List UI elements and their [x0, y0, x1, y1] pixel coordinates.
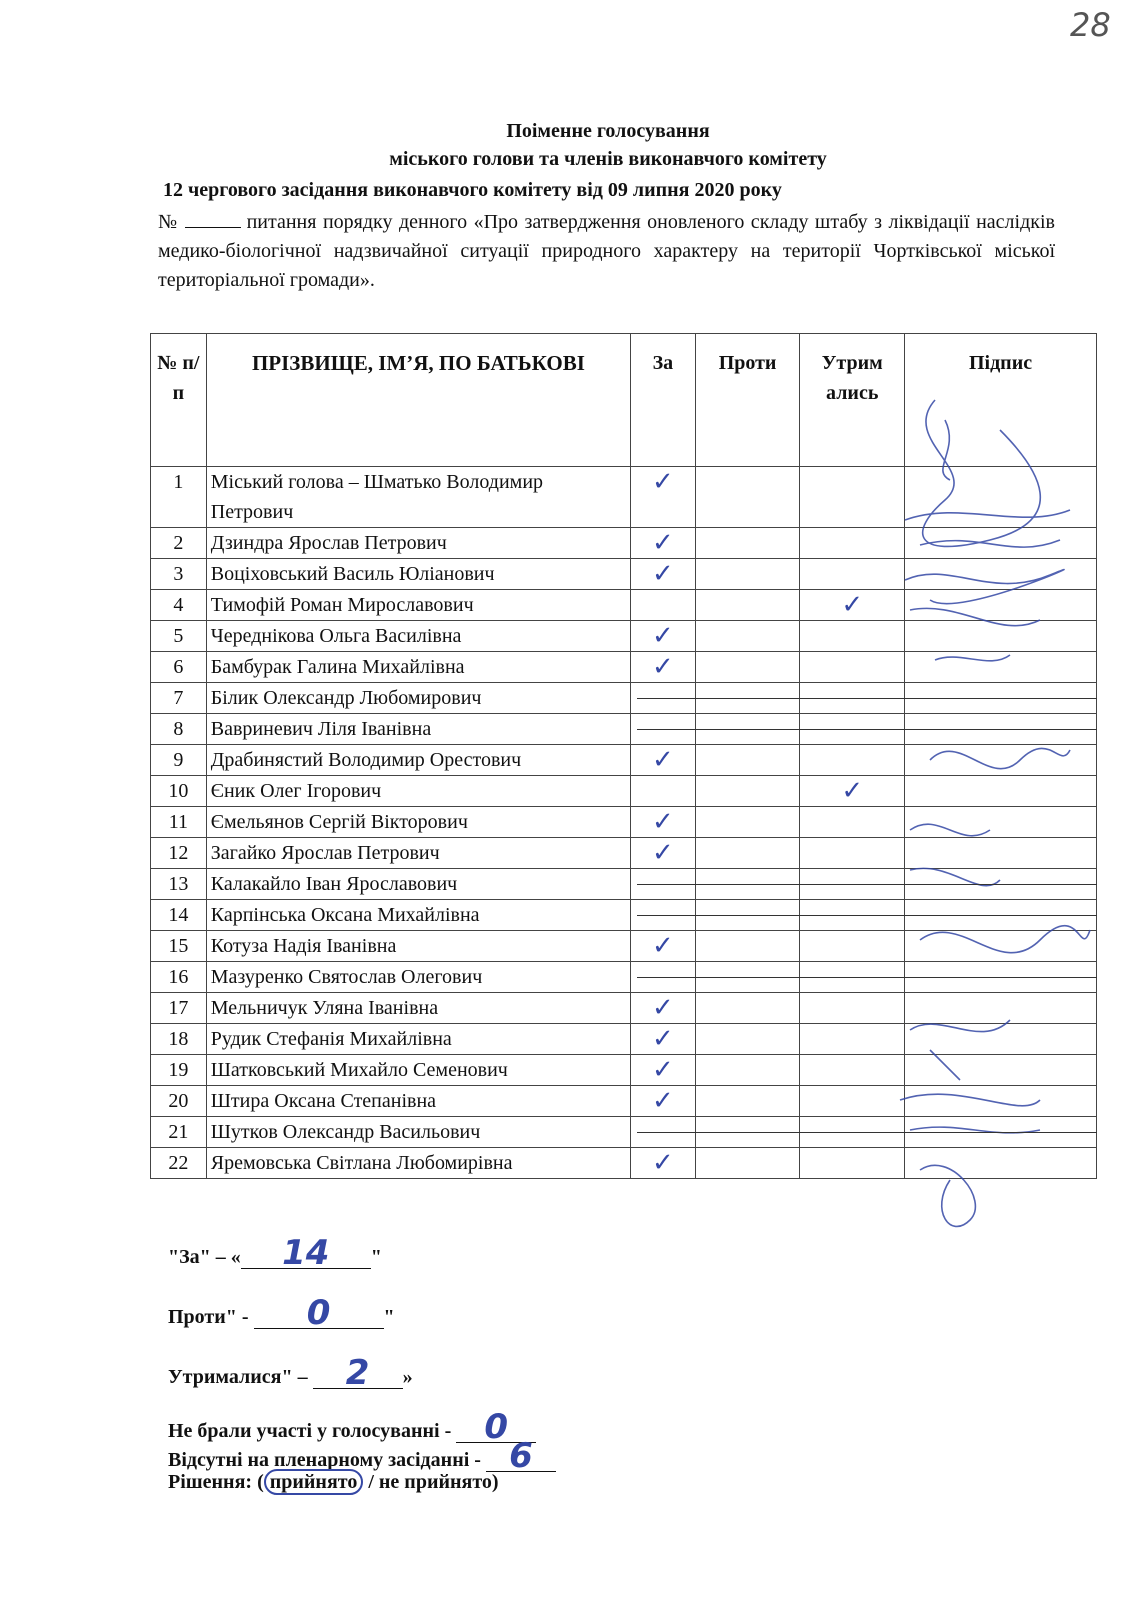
member-name: Міський голова – Шматько Володимир Петрович: [206, 467, 630, 528]
member-name: Яремовська Світлана Любомирівна: [206, 1148, 630, 1179]
row-number: 8: [151, 714, 207, 745]
vote-abstained-cell: [800, 776, 905, 807]
vote-for-cell: [631, 1055, 696, 1086]
signature-cell: [905, 993, 1097, 1024]
row-number: 10: [151, 776, 207, 807]
member-name: Карпінська Оксана Михайлівна: [206, 900, 630, 931]
table-row: [151, 745, 1097, 776]
check-mark-icon: ✓: [652, 559, 674, 589]
absent-strike-line: [637, 977, 1097, 978]
title-line-2: міського голови та членів виконавчого комітету: [389, 148, 827, 170]
page-number: 28: [1070, 6, 1111, 44]
row-number: 20: [151, 1086, 207, 1117]
vote-against-cell: [695, 590, 800, 621]
check-mark-icon: ✓: [652, 838, 674, 868]
total-against-end: ": [383, 1306, 395, 1328]
vote-abstained-cell: [800, 1055, 905, 1086]
vote-against-cell: [695, 467, 800, 528]
table-row: [151, 559, 1097, 590]
row-number: 19: [151, 1055, 207, 1086]
decision-accepted: прийнято: [264, 1469, 364, 1495]
signature-cell: [905, 528, 1097, 559]
absent-strike-line: [637, 698, 1097, 699]
vote-abstained-cell: [800, 528, 905, 559]
vote-for-cell: [631, 745, 696, 776]
vote-abstained-cell: [800, 1024, 905, 1055]
member-name: Мазуренко Святослав Олегович: [206, 962, 630, 993]
row-number: 16: [151, 962, 207, 993]
row-number: 5: [151, 621, 207, 652]
check-mark-icon: ✓: [652, 745, 674, 775]
header-name: ПРІЗВИЩЕ, ІМ’Я, ПО БАТЬКОВІ: [206, 334, 630, 467]
total-absent-value: 6: [486, 1441, 556, 1472]
total-abstained-value: 2: [313, 1358, 403, 1389]
total-against-label: Проти" -: [168, 1306, 254, 1328]
total-abstained-end: »: [402, 1366, 413, 1388]
vote-against-cell: [695, 559, 800, 590]
member-name: Ємельянов Сергій Вікторович: [206, 807, 630, 838]
header-signature: Підпис: [905, 334, 1097, 467]
signature-cell: [905, 1024, 1097, 1055]
vote-for-cell: [631, 652, 696, 683]
vote-against-cell: [695, 1148, 800, 1179]
table-row: [151, 807, 1097, 838]
check-mark-icon: ✓: [652, 621, 674, 651]
total-for: [168, 1233, 382, 1273]
agenda-number-blank: [185, 209, 241, 228]
total-absent-label: Відсутні на пленарному засіданні -: [168, 1449, 486, 1471]
member-name: Дзиндра Ярослав Петрович: [206, 528, 630, 559]
vote-abstained-cell: [800, 559, 905, 590]
check-mark-icon: ✓: [652, 807, 674, 837]
table-row: [151, 1148, 1097, 1179]
vote-for-cell: [631, 467, 696, 528]
vote-for-cell: [631, 590, 696, 621]
member-name: Воціховський Василь Юліанович: [206, 559, 630, 590]
table-row: [151, 590, 1097, 621]
vote-abstained-cell: [800, 807, 905, 838]
vote-for-cell: [631, 807, 696, 838]
check-mark-icon: ✓: [652, 528, 674, 558]
table-header-row: [151, 334, 1097, 467]
row-number: 9: [151, 745, 207, 776]
signature-cell: [905, 1148, 1097, 1179]
vote-abstained-cell: [800, 467, 905, 528]
check-mark-icon: ✓: [652, 467, 674, 497]
vote-for-cell: [631, 776, 696, 807]
check-mark-icon: ✓: [652, 993, 674, 1023]
vote-against-cell: [695, 807, 800, 838]
signature-cell: [905, 931, 1097, 962]
absent-strike-line: [637, 884, 1097, 885]
member-name: Бамбурак Галина Михайлівна: [206, 652, 630, 683]
table-row: [151, 1024, 1097, 1055]
agenda-item: [158, 208, 1055, 295]
total-for-label: "За" – «: [168, 1246, 241, 1268]
decision: [168, 1471, 499, 1494]
signature-cell: [905, 1086, 1097, 1117]
table-row: [151, 528, 1097, 559]
check-mark-icon: ✓: [652, 1086, 674, 1116]
vote-for-cell: [631, 559, 696, 590]
table-row: [151, 993, 1097, 1024]
total-for-end: ": [370, 1246, 382, 1268]
header-abstained: Утрим ались: [800, 334, 905, 467]
row-number: 12: [151, 838, 207, 869]
absent-strike-line: [637, 915, 1097, 916]
row-number: 3: [151, 559, 207, 590]
check-mark-icon: ✓: [841, 590, 864, 620]
agenda-number-sign: №: [158, 211, 179, 233]
vote-abstained-cell: [800, 590, 905, 621]
signature-cell: [905, 745, 1097, 776]
roll-call-table: [150, 333, 1097, 1179]
signature-cell: [905, 807, 1097, 838]
vote-abstained-cell: [800, 838, 905, 869]
row-number: 1: [151, 467, 207, 528]
member-name: Шутков Олександр Васильович: [206, 1117, 630, 1148]
row-number: 21: [151, 1117, 207, 1148]
vote-for-cell: [631, 528, 696, 559]
row-number: 13: [151, 869, 207, 900]
signature-cell: [905, 590, 1097, 621]
vote-for-cell: [631, 1086, 696, 1117]
check-mark-icon: ✓: [652, 1148, 674, 1178]
signature-cell: [905, 838, 1097, 869]
table-row: [151, 1086, 1097, 1117]
row-number: 18: [151, 1024, 207, 1055]
row-number: 22: [151, 1148, 207, 1179]
table-row: [151, 838, 1097, 869]
agenda-item-text: питання порядку денного «Про затвердження оновленого складу штабу з ліквідації наслідків медико-біологічної надзвичайної ситуації природного характеру на території Чортківської міської територіальної громади».: [158, 211, 1055, 291]
vote-abstained-cell: [800, 621, 905, 652]
member-name: Калакайло Іван Ярославович: [206, 869, 630, 900]
check-mark-icon: ✓: [652, 1024, 674, 1054]
row-number: 15: [151, 931, 207, 962]
row-number: 4: [151, 590, 207, 621]
vote-against-cell: [695, 528, 800, 559]
signature-cell: [905, 1055, 1097, 1086]
vote-abstained-cell: [800, 1086, 905, 1117]
signature-cell: [905, 621, 1097, 652]
member-name: Білик Олександр Любомирович: [206, 683, 630, 714]
member-name: Тимофій Роман Мирославович: [206, 590, 630, 621]
absent-strike-line: [637, 729, 1097, 730]
vote-against-cell: [695, 1055, 800, 1086]
signature-cell: [905, 467, 1097, 528]
check-mark-icon: ✓: [652, 931, 674, 961]
total-abstained-label: Утрималися" –: [168, 1366, 313, 1388]
check-mark-icon: ✓: [652, 1055, 674, 1085]
signature-cell: [905, 776, 1097, 807]
header-for: За: [631, 334, 696, 467]
member-name: Шатковський Михайло Семенович: [206, 1055, 630, 1086]
vote-for-cell: [631, 931, 696, 962]
decision-rest: / не прийнято): [363, 1471, 499, 1493]
vote-against-cell: [695, 745, 800, 776]
vote-against-cell: [695, 993, 800, 1024]
total-absent: [168, 1436, 556, 1476]
vote-for-cell: [631, 993, 696, 1024]
member-name: Рудик Стефанія Михайлівна: [206, 1024, 630, 1055]
check-mark-icon: ✓: [841, 776, 864, 806]
vote-against-cell: [695, 1086, 800, 1117]
total-for-value: 14: [241, 1238, 371, 1269]
total-not-voting: [168, 1407, 536, 1447]
member-name: Штира Оксана Степанівна: [206, 1086, 630, 1117]
row-number: 2: [151, 528, 207, 559]
row-number: 14: [151, 900, 207, 931]
row-number: 17: [151, 993, 207, 1024]
total-not-voting-value: 0: [456, 1412, 536, 1443]
member-name: Драбинястий Володимир Орестович: [206, 745, 630, 776]
table-row: [151, 931, 1097, 962]
member-name: Мельничук Уляна Іванівна: [206, 993, 630, 1024]
signature-cell: [905, 652, 1097, 683]
table-row: [151, 467, 1097, 528]
vote-for-cell: [631, 1024, 696, 1055]
total-against-value: 0: [254, 1298, 384, 1329]
vote-against-cell: [695, 838, 800, 869]
total-abstained: [168, 1353, 413, 1393]
table-row: [151, 621, 1097, 652]
vote-against-cell: [695, 931, 800, 962]
row-number: 6: [151, 652, 207, 683]
vote-for-cell: [631, 1148, 696, 1179]
total-not-voting-label: Не брали участі у голосуванні -: [168, 1420, 457, 1442]
vote-against-cell: [695, 621, 800, 652]
vote-for-cell: [631, 621, 696, 652]
member-name: Вавриневич Ліля Іванівна: [206, 714, 630, 745]
vote-abstained-cell: [800, 652, 905, 683]
decision-label: Рішення: (: [168, 1471, 264, 1493]
table-row: [151, 652, 1097, 683]
vote-against-cell: [695, 776, 800, 807]
vote-abstained-cell: [800, 931, 905, 962]
member-name: Череднікова Ольга Василівна: [206, 621, 630, 652]
table-row: [151, 1055, 1097, 1086]
vote-against-cell: [695, 1024, 800, 1055]
vote-abstained-cell: [800, 993, 905, 1024]
absent-strike-line: [637, 1132, 1097, 1133]
member-name: Котуза Надія Іванівна: [206, 931, 630, 962]
vote-abstained-cell: [800, 1148, 905, 1179]
total-against: [168, 1293, 395, 1333]
vote-for-cell: [631, 838, 696, 869]
header-number: № п/п: [151, 334, 207, 467]
row-number: 7: [151, 683, 207, 714]
title-line-3: 12 чергового засідання виконавчого комітету від 09 липня 2020 року: [163, 179, 782, 201]
member-name: Єник Олег Ігорович: [206, 776, 630, 807]
member-name: Загайко Ярослав Петрович: [206, 838, 630, 869]
vote-abstained-cell: [800, 745, 905, 776]
table-row: [151, 776, 1097, 807]
title-line-1: Поіменне голосування: [506, 120, 710, 142]
vote-against-cell: [695, 652, 800, 683]
header-against: Проти: [695, 334, 800, 467]
row-number: 11: [151, 807, 207, 838]
signature-cell: [905, 559, 1097, 590]
check-mark-icon: ✓: [652, 652, 674, 682]
